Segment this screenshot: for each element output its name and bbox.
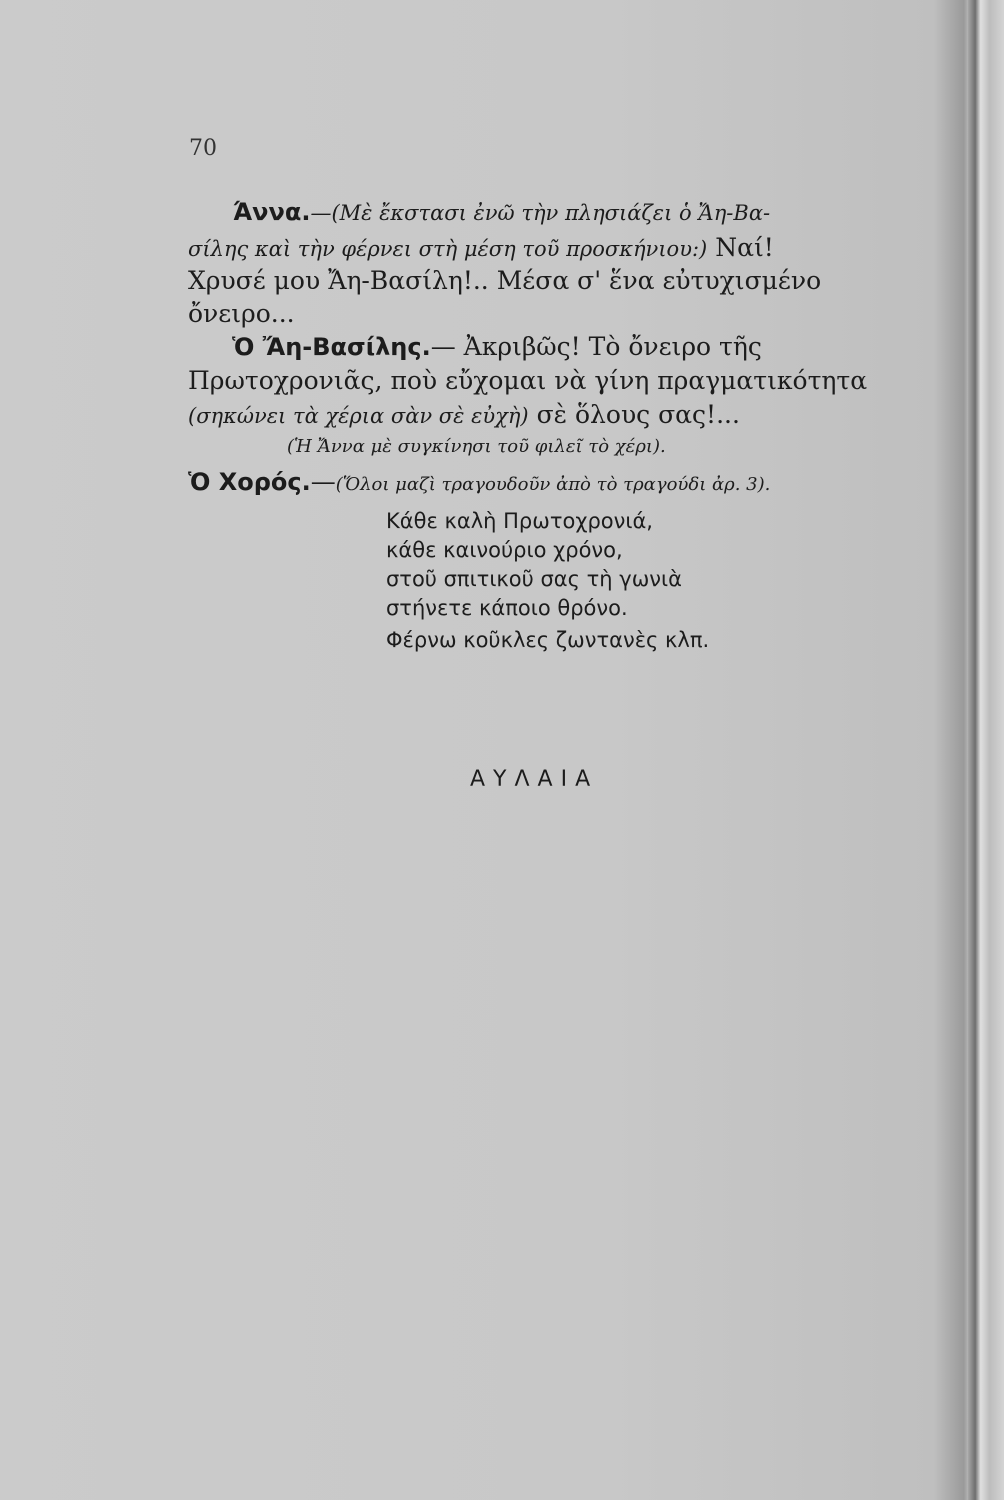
dialogue-line-3 — [188, 265, 821, 297]
stage-direction: (Ὅλοι μαζὶ τραγουδοῦν ἀπὸ τὸ τραγούδι ἀρ. 3). — [335, 474, 771, 495]
dialogue-line-9 — [188, 466, 770, 501]
song-line-1: Κάθε καλὴ Πρωτοχρονιά, — [386, 509, 653, 533]
stage-direction: (Ἡ Ἄννα μὲ συγκίνησι τοῦ φιλεῖ τὸ χέρι). — [287, 436, 666, 457]
book-spine-edge — [968, 0, 1004, 1500]
speaker-ai-vasilis: Ὁ Ἄη-Βασίλης. — [232, 333, 431, 361]
song-line-3: στοῦ σπιτικοῦ σας τὴ γωνιὰ — [386, 567, 682, 591]
dialogue-line-8 — [287, 428, 666, 463]
dialogue-text: — — [310, 467, 336, 496]
song-line-5: Φέρνω κοῦκλες ζωντανὲς κλπ. — [386, 628, 710, 652]
stage-direction: σίλης καὶ τὴν φέρνει στὴ μέση τοῦ προσκήνιου:) — [188, 237, 708, 261]
song-line-4: στήνετε κάποιο θρόνο. — [386, 596, 628, 620]
dialogue-line-2 — [188, 232, 774, 265]
page-number: 70 — [189, 136, 217, 161]
speaker-anna: Άννα. — [233, 198, 311, 226]
speaker-chorus: Ὁ Χορός. — [188, 468, 311, 496]
dialogue-text: Πρωτοχρονιᾶς, ποὺ εὔχομαι νὰ γίνη πραγματικότητα — [188, 366, 868, 395]
dialogue-line-5 — [232, 331, 762, 363]
dialogue-line-6 — [188, 365, 867, 397]
dialogue-text: σὲ ὅλους σας!... — [528, 400, 740, 429]
dialogue-text: Ναί! — [707, 233, 774, 262]
dialogue-text: ὄνειρο... — [188, 299, 295, 328]
song-line-2: κάθε καινούριο χρόνο, — [386, 538, 623, 562]
dialogue-text: Χρυσέ μου Ἄη-Βασίλη!.. Μέσα σ' ἕνα εὐτυχισμένο — [188, 266, 822, 295]
stage-direction: —(Μὲ ἔκστασι ἐνῶ τὴν πλησιάζει ὁ Ἄη-Βα- — [310, 201, 771, 225]
curtain-heading: ΑΥΛΑΙΑ — [470, 767, 599, 792]
dialogue-line-4 — [188, 298, 295, 330]
dialogue-text: — Ἀκριβῶς! Τὸ ὄνειρο τῆς — [430, 332, 762, 361]
stage-direction: (σηκώνει τὰ χέρια σὰν σὲ εὐχὴ) — [188, 404, 529, 428]
dialogue-line-1 — [233, 196, 770, 229]
